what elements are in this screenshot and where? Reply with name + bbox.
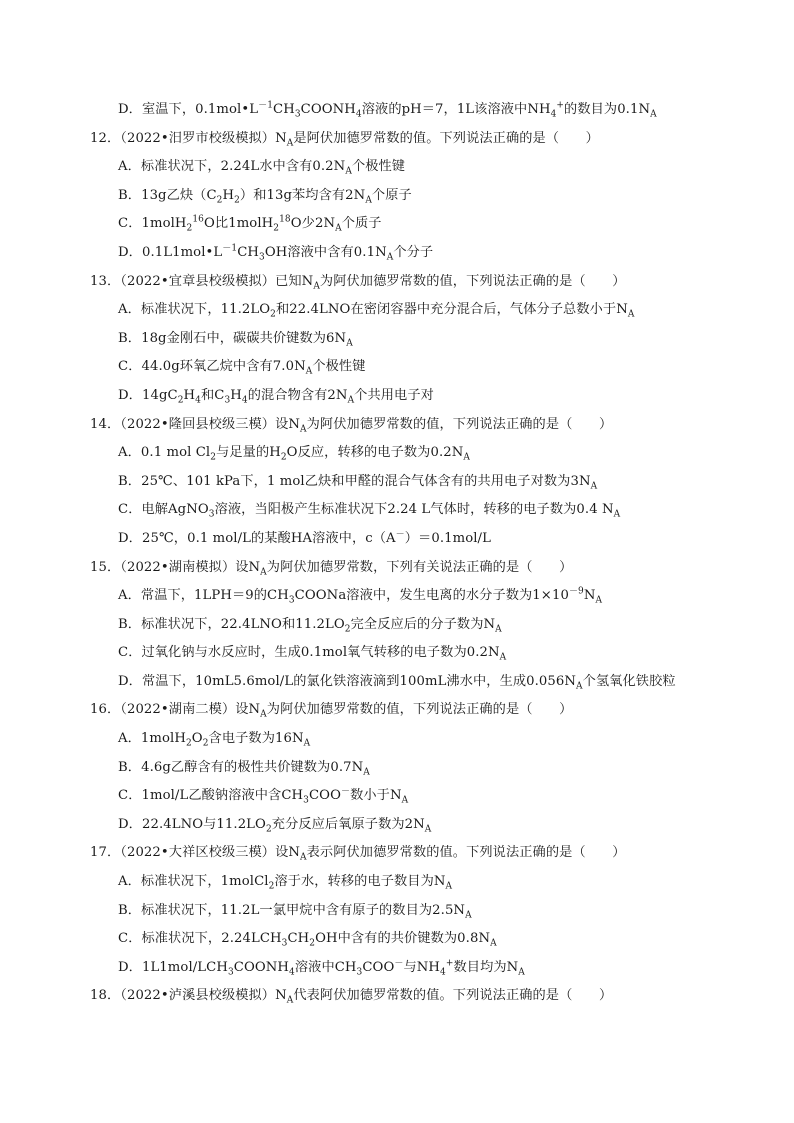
answer-option: C．1mol/L乙酸钠溶液中含$CH_3COO^-$数小于$N_A$ — [118, 786, 409, 806]
answer-option: C．过氧化钠与水反应时，生成0.1mol氧气转移的电子数为$0.2N_A$ — [118, 645, 507, 663]
answer-option: A．0.1 mol $Cl_2$与足量的$H_2O$反应，转移的电子数为$0.2N_A$ — [118, 445, 470, 463]
answer-option: B．13g乙炔$(C_2H_2)$和13g苯均含有$2N_A$个原子 — [118, 187, 412, 206]
answer-option: A．标准状况下，1molCl$_2$溶于水，转移的电子数目为$N_A$ — [118, 874, 453, 892]
answer-option: C．1molH$_2^{16}$O比1molH$_2^{18}$O少$2N_A$个质子 — [118, 214, 382, 235]
answer-option: C．电解AgNO$_3$溶液，当阳极产生标准状况下2.24 L气体时，转移的电子数为0.4 $N_A$ — [118, 502, 621, 520]
answer-option: A．标准状况下，2.24L水中含有$0.2N_A$个极性键 — [118, 159, 406, 177]
answer-option: D．25℃，0.1 mol/L的某酸HA溶液中，c（A－）＝0.1mol/L — [118, 529, 491, 546]
answer-option: D．22.4LNO与$11.2LO_2$充分反应后氧原子数为$2N_A$ — [118, 816, 432, 835]
answer-option: D．$1L1mol/LCH_3COONH_4$溶液中$CH_3COO^-$与$NH_4^+$数目均为$N_A$ — [118, 958, 525, 978]
answer-option: B．25℃、101 kPa下，1 mol乙炔和甲醛的混合气体含有的共用电子对数为$3N_A$ — [118, 473, 598, 492]
question-stem: 16．（2022•湖南二模）设$N_A$为阿伏加德罗常数的值，下列说法正确的是（ ） — [90, 702, 573, 721]
answer-option: A．常温下，1LPH＝9的$CH_3COONa$溶液中，发生电离的水分子数为$1\times 10^{-9}N_A$ — [118, 586, 603, 606]
answer-option: D．$0.1L1mol•L^{-1}CH_3OH$溶液中含有$0.1N_A$个分子 — [118, 243, 434, 263]
answer-option: A．$1molH_2O_2$含电子数为$16N_A$ — [118, 731, 311, 749]
answer-option: A．标准状况下，$11.2LO_2$和22.4LNO在密闭容器中充分混合后，气体分子总数小于$N_A$ — [118, 302, 635, 320]
question-stem: 14．（2022•隆回县校级三模）设$N_A$为阿伏加德罗常数的值，下列说法正确的是（ ） — [90, 416, 613, 435]
question-stem: 17．（2022•大祥区校级三模）设$N_A$表示阿伏加德罗常数的值。下列说法正确的是（ ） — [90, 845, 626, 864]
answer-option: C．标准状况下，$2.24LCH_3CH_2OH$中含有的共价键数为$0.8N_A$ — [118, 931, 497, 949]
question-stem: 13．（2022•宜章县校级模拟）已知$N_A$为阿伏加德罗常数的值，下列说法正确的是（ ） — [90, 273, 626, 292]
answer-option: D．$14gC_2H_4$和$C_3H_4$的混合物含有$2N_A$个共用电子对 — [118, 387, 434, 406]
answer-option: B．4.6g乙醇含有的极性共价键数为$0.7N_A$ — [118, 759, 370, 778]
question-stem: 15．（2022•湖南模拟）设$N_A$为阿伏加德罗常数，下列有关说法正确的是（ ） — [90, 559, 573, 578]
answer-option: B．标准状况下，11.2L一氯甲烷中含有原子的数目为$2.5N_A$ — [118, 902, 472, 921]
question-stem: 12．（2022•汨罗市校级模拟）$N_A$是阿伏加德罗常数的值。下列说法正确的是（ ） — [90, 130, 599, 149]
answer-option: B．18g金刚石中，碳碳共价键数为$6N_A$ — [118, 330, 353, 349]
question-list — [90, 96, 690, 1011]
question-stem: 18．（2022•泸溪县校级模拟）$N_A$代表阿伏加德罗常数的值。下列说法正确的是（ ） — [90, 988, 613, 1007]
answer-option: C．44.0g环氧乙烷中含有$7.0N_A$个极性键 — [118, 359, 366, 377]
answer-option: D．常温下，10mL5.6mol/L的氯化铁溶液滴到100mL沸水中，生成$0.056N_A$个氢氧化铁胶粒 — [118, 673, 676, 692]
answer-option: D．室温下，$0.1mol•L^{-1}CH_3COONH_4$溶液的pH＝7，1L该溶液中$NH_4^+$的数目为$0.1N_A$ — [118, 100, 657, 120]
answer-option: B．标准状况下，22.4LNO和$11.2LO_2$完全反应后的分子数为$N_A$ — [118, 616, 502, 635]
